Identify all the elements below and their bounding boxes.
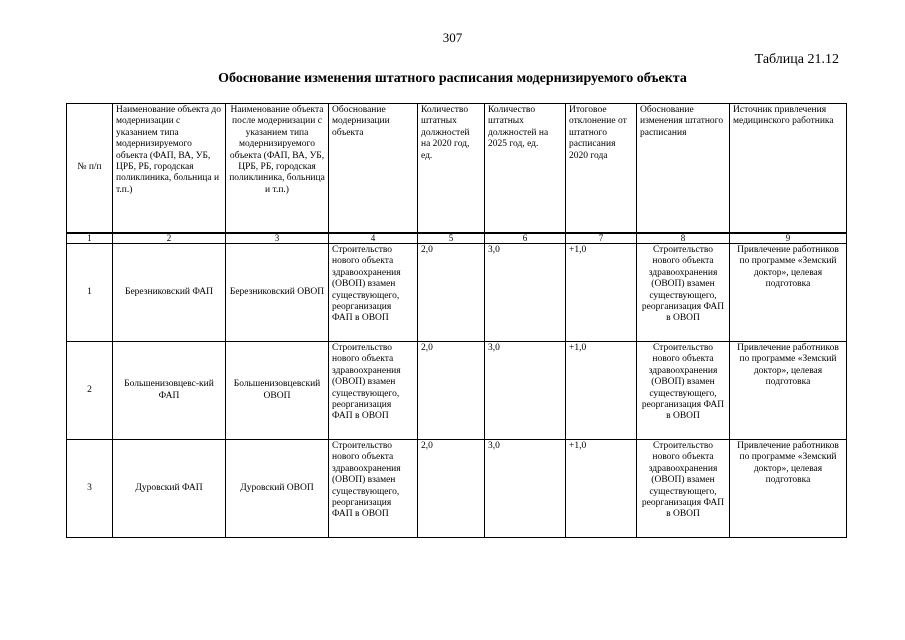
header-cell-object-after: Наименование объекта после модернизации с указанием типа модернизируемого объекта (ФАП, ВА, УБ, ЦРБ, РБ, городская поликлиника, больница и т.п.) — [226, 104, 329, 234]
table-row — [67, 244, 847, 342]
object-after: Большенизовцевский ОВОП — [226, 342, 329, 440]
staff-2025: 3,0 — [485, 244, 566, 342]
worker-source: Привлечение работников по программе «Земский доктор», целевая подготовка — [730, 244, 847, 342]
column-number: 8 — [637, 233, 730, 244]
staffing-table — [66, 103, 847, 538]
staff-justification: Строительство нового объекта здравоохранения (ОВОП) взамен существующего, реорганизация ФАП в ОВОП — [637, 440, 730, 538]
header-cell-justification: Обоснование модернизации объекта — [329, 104, 418, 234]
column-number: 3 — [226, 233, 329, 244]
header-cell-staff-justification: Обоснование изменения штатного расписания — [637, 104, 730, 234]
row-number: 3 — [67, 440, 113, 538]
column-number: 9 — [730, 233, 847, 244]
header-cell-deviation: Итоговое отклонение от штатного расписания 2020 года — [566, 104, 637, 234]
header-cell-staff-2025: Количество штатных должностей на 2025 год, ед. — [485, 104, 566, 234]
table-row — [67, 440, 847, 538]
header-cell-staff-2020: Количество штатных должностей на 2020 год, ед. — [418, 104, 485, 234]
column-number-row — [67, 233, 847, 244]
object-after: Березниковский ОВОП — [226, 244, 329, 342]
table-row — [67, 342, 847, 440]
staff-justification: Строительство нового объекта здравоохранения (ОВОП) взамен существующего, реорганизация ФАП в ОВОП — [637, 244, 730, 342]
object-before: Березниковский ФАП — [113, 244, 226, 342]
header-cell-object-before: Наименование объекта до модернизации с указанием типа модернизируемого объекта (ФАП, ВА, УБ, ЦРБ, РБ, городская поликлиника, больница и т.п.) — [113, 104, 226, 234]
object-before: Дуровский ФАП — [113, 440, 226, 538]
column-number: 4 — [329, 233, 418, 244]
column-number: 1 — [67, 233, 113, 244]
staff-2025: 3,0 — [485, 342, 566, 440]
column-number: 6 — [485, 233, 566, 244]
column-number: 2 — [113, 233, 226, 244]
row-number: 2 — [67, 342, 113, 440]
worker-source: Привлечение работников по программе «Земский доктор», целевая подготовка — [730, 342, 847, 440]
header-cell-number: № п/п — [67, 104, 113, 234]
row-number: 1 — [67, 244, 113, 342]
column-number: 5 — [418, 233, 485, 244]
staff-2025: 3,0 — [485, 440, 566, 538]
object-before: Большенизовцевс-кий ФАП — [113, 342, 226, 440]
staff-deviation: +1,0 — [566, 342, 637, 440]
staff-deviation: +1,0 — [566, 440, 637, 538]
worker-source: Привлечение работников по программе «Земский доктор», целевая подготовка — [730, 440, 847, 538]
staff-2020: 2,0 — [418, 244, 485, 342]
modernization-justification: Строительство нового объекта здравоохранения (ОВОП) взамен существующего, реорганизация ФАП в ОВОП — [329, 440, 418, 538]
table-label: Таблица 21.12 — [754, 52, 839, 67]
modernization-justification: Строительство нового объекта здравоохранения (ОВОП) взамен существующего, реорганизация ФАП в ОВОП — [329, 244, 418, 342]
document-title: Обоснование изменения штатного расписания модернизируемого объекта — [218, 71, 687, 86]
staff-2020: 2,0 — [418, 440, 485, 538]
column-number: 7 — [566, 233, 637, 244]
staff-deviation: +1,0 — [566, 244, 637, 342]
staff-justification: Строительство нового объекта здравоохранения (ОВОП) взамен существующего, реорганизация ФАП в ОВОП — [637, 342, 730, 440]
header-cell-source: Источник привлечения медицинского работника — [730, 104, 847, 234]
staff-2020: 2,0 — [418, 342, 485, 440]
modernization-justification: Строительство нового объекта здравоохранения (ОВОП) взамен существующего, реорганизация ФАП в ОВОП — [329, 342, 418, 440]
object-after: Дуровский ОВОП — [226, 440, 329, 538]
page-number: 307 — [442, 30, 463, 45]
header-row — [67, 104, 847, 234]
